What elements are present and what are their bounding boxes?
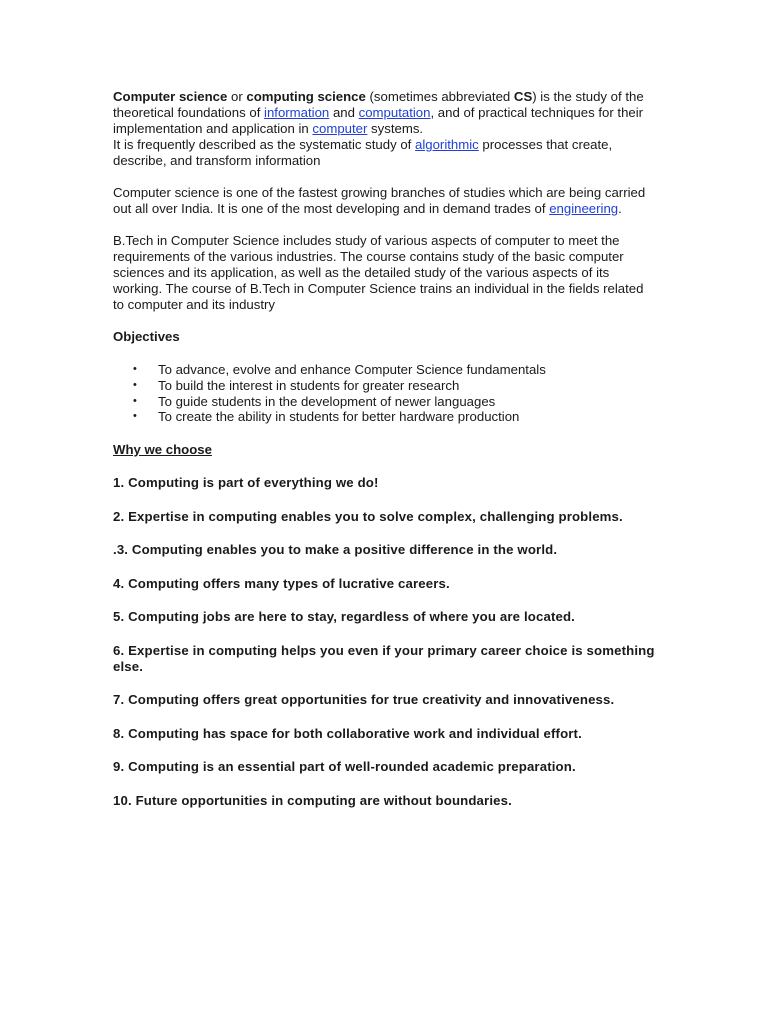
reason-item: 9. Computing is an essential part of well-rounded academic preparation. <box>113 759 576 775</box>
document-page <box>113 89 658 826</box>
term-computer-science: Computer science <box>113 89 228 104</box>
growth-paragraph: Computer science is one of the fastest growing branches of studies which are being carried out all over India. It is one of the most developing and in demand trades of engineering. <box>113 185 646 216</box>
reason-item: .3. Computing enables you to make a positive difference in the world. <box>113 542 558 558</box>
reason-item: 5. Computing jobs are here to stay, regardless of where you are located. <box>113 609 575 625</box>
bullet-icon: • <box>133 363 137 375</box>
reason-item: 6. Expertise in computing helps you even if your primary career choice is something else. <box>113 642 655 674</box>
reason-item: 4. Computing offers many types of lucrative careers. <box>113 575 450 591</box>
objectives-list <box>113 362 658 425</box>
reason-item: 2. Expertise in computing enables you to solve complex, challenging problems. <box>113 508 623 524</box>
list-item: • To advance, evolve and enhance Computer Science fundamentals <box>133 362 546 377</box>
btech-paragraph: B.Tech in Computer Science includes study of various aspects of computer to meet the requirements of the various industries. The course contains study of the basic computer sciences and its application, as well as the detailed study of the various aspects of its working. The course of B.Tech in Computer Science trains an individual in the fields related to computer and its industry <box>113 233 644 312</box>
reason-item: 8. Computing has space for both collaborative work and individual effort. <box>113 725 582 741</box>
list-item: • To build the interest in students for greater research <box>133 377 460 393</box>
intro-paragraph: Computer science or computing science (sometimes abbreviated CS) is the study of the theoretical foundations of information and computation, and of practical techniques for their implementation and application in computer systems. It is frequently described as the systematic study of algorithmic processes that create, describe, and transform information <box>113 89 644 168</box>
term-computing-science: computing science <box>246 89 366 104</box>
link-engineering[interactable]: engineering <box>549 201 619 216</box>
bullet-icon: • <box>133 378 137 391</box>
term-cs: CS <box>513 89 533 104</box>
bullet-icon: • <box>133 410 137 423</box>
why-we-choose-heading: Why we choose <box>113 442 212 458</box>
link-information[interactable]: information <box>264 105 330 120</box>
list-item: • To create the ability in students for better hardware production <box>133 409 520 425</box>
reason-item: 7. Computing offers great opportunities for true creativity and innovativeness. <box>113 692 615 708</box>
link-computation[interactable]: computation <box>358 105 431 120</box>
reason-item: 1. Computing is part of everything we do! <box>113 475 379 491</box>
bullet-icon: • <box>133 394 137 407</box>
link-algorithmic[interactable]: algorithmic <box>415 137 479 152</box>
reason-item: 10. Future opportunities in computing are without boundaries. <box>113 792 512 808</box>
link-computer[interactable]: computer <box>312 121 368 136</box>
objectives-heading: Objectives <box>113 329 180 344</box>
list-item: • To guide students in the development of newer languages <box>133 393 496 409</box>
